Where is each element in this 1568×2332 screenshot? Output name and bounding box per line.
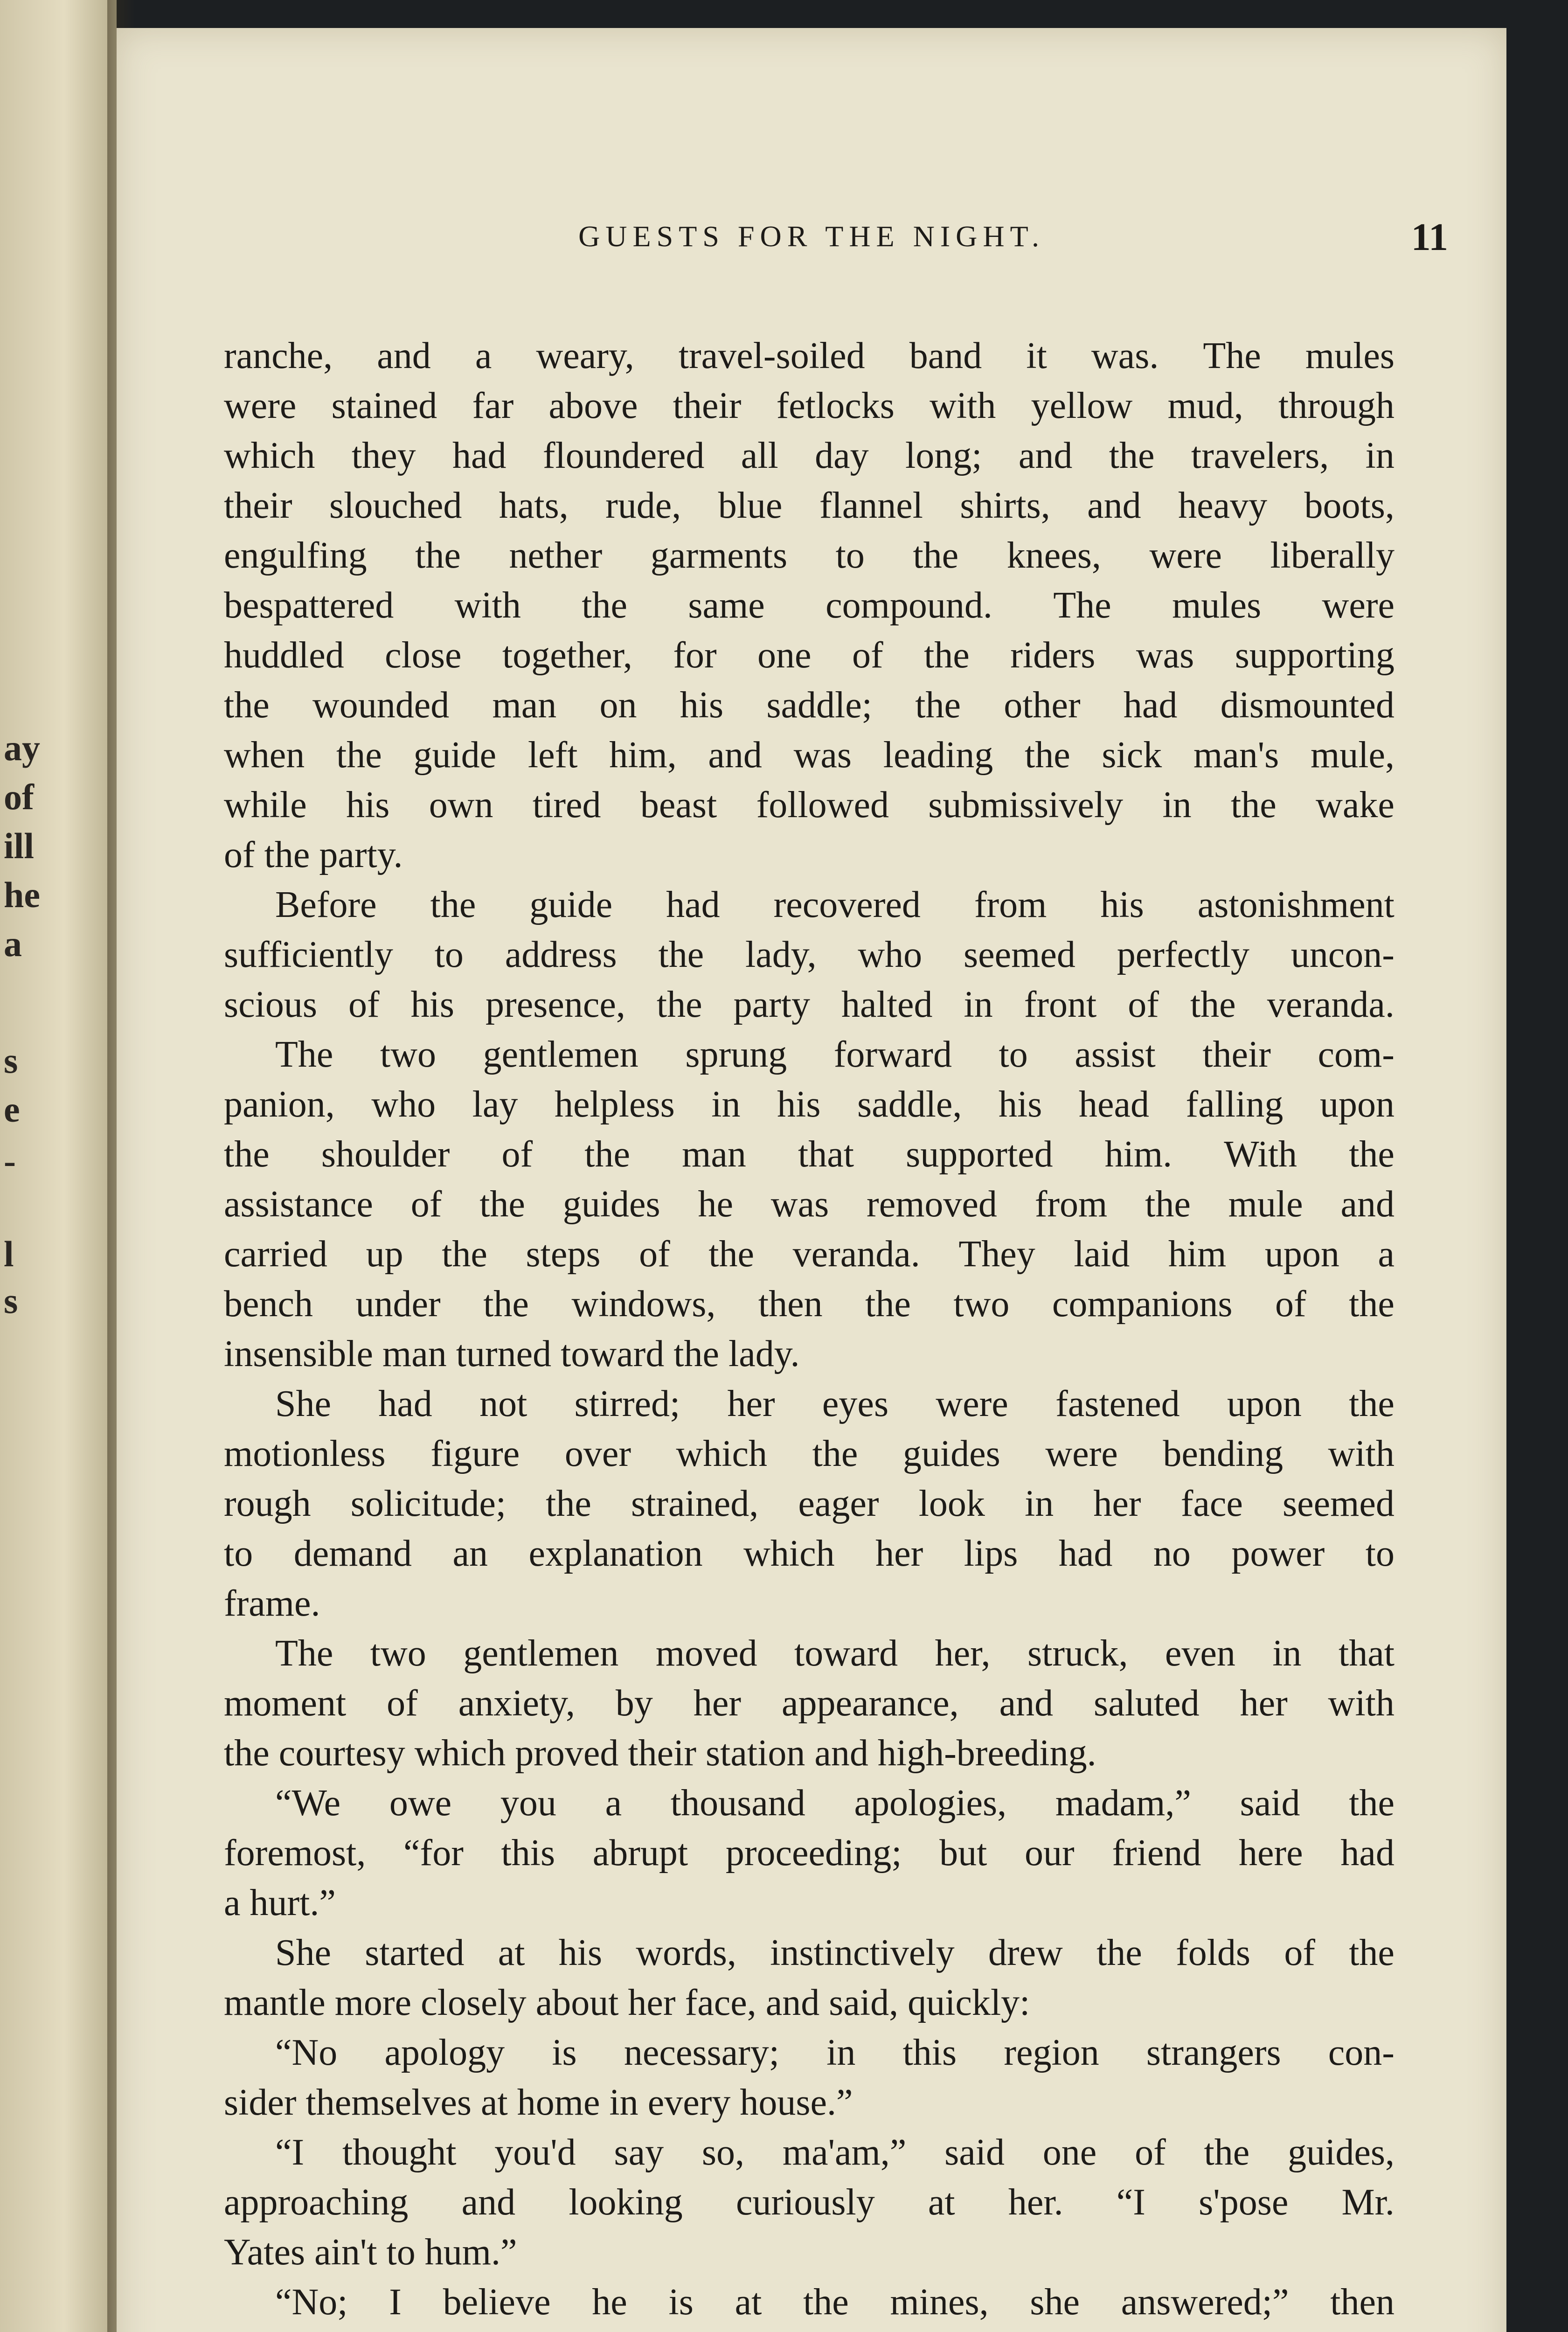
text-line: to demand an explanation which her lips had no power to (224, 1533, 1395, 1574)
text-line: ranche, and a weary, travel-soiled band it was. The mules (224, 335, 1395, 376)
text-line: The two gentlemen moved toward her, struck, even in that (275, 1633, 1395, 1674)
text-line: which they had floundered all day long; and the travelers, in (224, 435, 1395, 476)
text-line: panion, who lay helpless in his saddle, his head falling upon (224, 1084, 1395, 1125)
text-line: of the party. (224, 834, 403, 875)
book-page (117, 28, 1506, 2332)
left-page-edge (0, 0, 117, 2332)
text-line: when the guide left him, and was leading the sick man's mule, (224, 735, 1395, 776)
text-line: Before the guide had recovered from his astonishment (275, 884, 1395, 925)
left-page-fragment: a (4, 923, 22, 964)
text-line: mantle more closely about her face, and said, quickly: (224, 1982, 1030, 2023)
text-line: the wounded man on his saddle; the other had dismounted (224, 685, 1395, 726)
left-page-fragment: of (4, 777, 34, 817)
text-line: a hurt.” (224, 1882, 336, 1923)
text-line: She started at his words, instinctively drew the folds of the (275, 1932, 1395, 1973)
text-line: assistance of the guides he was removed from the mule and (224, 1184, 1395, 1225)
page-header (117, 215, 1506, 266)
text-line: rough solicitude; the strained, eager look in her face seemed (224, 1483, 1395, 1524)
page-number: 11 (1411, 215, 1448, 259)
text-line: The two gentlemen sprung forward to assist their com- (275, 1034, 1395, 1075)
left-page-fragment: he (4, 874, 40, 915)
text-line: “No apology is necessary; in this region strangers con- (275, 2032, 1395, 2073)
text-line: scious of his presence, the party halted in front of the veranda. (224, 984, 1395, 1025)
left-page-fragment: l (4, 1234, 14, 1274)
text-line: “We owe you a thousand apologies, madam,” said the (275, 1783, 1395, 1824)
text-line: Yates ain't to hum.” (224, 2232, 517, 2273)
body-text (224, 331, 1395, 2327)
text-line: motionless figure over which the guides were bending with (224, 1433, 1395, 1474)
text-line: while his own tired beast followed submissively in the wake (224, 784, 1395, 826)
text-line: moment of anxiety, by her appearance, and saluted her with (224, 1683, 1395, 1724)
left-page-fragment: s (4, 1280, 18, 1321)
left-page-fragment: s (4, 1040, 18, 1081)
text-line: bespattered with the same compound. The mules were (224, 585, 1395, 626)
text-line: the shoulder of the man that supported him. With the (224, 1134, 1395, 1175)
text-line: carried up the steps of the veranda. They laid him upon a (224, 1234, 1395, 1275)
text-line: engulfing the nether garments to the knees, were liberally (224, 535, 1395, 576)
left-page-fragment: ay (4, 728, 40, 768)
text-line: foremost, “for this abrupt proceeding; but our friend here had (224, 1832, 1395, 1874)
running-title: GUESTS FOR THE NIGHT. (578, 220, 1045, 253)
text-line: were stained far above their fetlocks with yellow mud, through (224, 385, 1395, 426)
left-page-fragment: - (4, 1140, 16, 1181)
left-page-fragment: ill (4, 826, 35, 866)
text-line: “I thought you'd say so, ma'am,” said one of the guides, (275, 2132, 1395, 2173)
left-page-fragment: e (4, 1089, 20, 1130)
text-line: their slouched hats, rude, blue flannel shirts, and heavy boots, (224, 485, 1395, 526)
text-line: insensible man turned toward the lady. (224, 1333, 800, 1374)
text-line: approaching and looking curiously at her. “I s'pose Mr. (224, 2182, 1395, 2223)
text-line: huddled close together, for one of the riders was supporting (224, 635, 1395, 676)
text-line: frame. (224, 1583, 320, 1624)
text-line: the courtesy which proved their station and high-breeding. (224, 1733, 1096, 1774)
text-line: sufficiently to address the lady, who seemed perfectly uncon- (224, 934, 1395, 975)
text-line: “No; I believe he is at the mines, she answered;” then (275, 2282, 1395, 2323)
text-line: She had not stirred; her eyes were fastened upon the (275, 1383, 1395, 1424)
text-line: bench under the windows, then the two companions of the (224, 1284, 1395, 1325)
text-line: sider themselves at home in every house.” (224, 2082, 853, 2123)
